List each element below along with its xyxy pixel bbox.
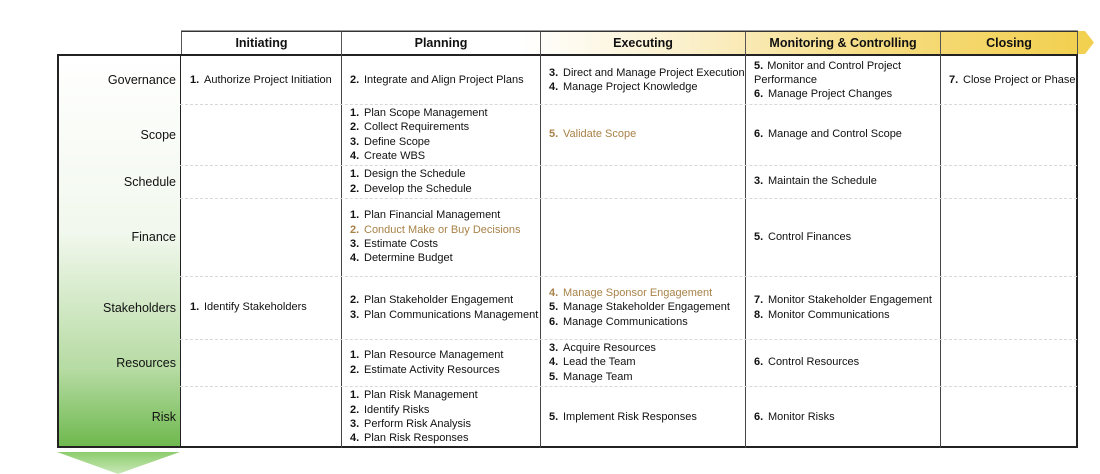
process-number: 4. bbox=[549, 81, 559, 93]
process-item bbox=[350, 251, 538, 265]
process-name: Manage and Control Scope bbox=[768, 128, 902, 141]
area-label-risk: Risk bbox=[151, 410, 176, 424]
process-name: Acquire Resources bbox=[563, 342, 656, 355]
process-name: Identify Risks bbox=[364, 403, 430, 416]
process-item bbox=[350, 348, 538, 362]
process-number: 3. bbox=[350, 238, 360, 250]
process-number: 5. bbox=[549, 128, 559, 141]
process-number: 3. bbox=[549, 66, 559, 79]
phase-header-executing: Executing bbox=[540, 31, 745, 54]
cell-governance-initiating bbox=[190, 56, 338, 104]
process-item bbox=[754, 59, 938, 88]
process-number: 4. bbox=[350, 149, 360, 162]
process-item bbox=[350, 403, 538, 417]
process-item bbox=[754, 293, 938, 307]
process-number: 4. bbox=[350, 432, 360, 445]
area-label-schedule: Schedule bbox=[123, 174, 176, 189]
col-divider bbox=[180, 54, 181, 448]
process-name: Design the Schedule bbox=[364, 168, 466, 181]
process-name: Plan Stakeholder Engagement bbox=[364, 294, 514, 307]
process-number: 1. bbox=[350, 349, 360, 362]
process-item bbox=[549, 315, 744, 329]
process-number: 6. bbox=[549, 315, 559, 328]
process-number: 1. bbox=[350, 389, 360, 402]
process-number: 4. bbox=[549, 287, 559, 300]
process-number: 2. bbox=[350, 223, 360, 236]
process-number: 5. bbox=[549, 370, 559, 383]
process-number: 3. bbox=[350, 308, 360, 321]
process-number: 2. bbox=[350, 363, 360, 376]
process-name: Monitor and Control Project Performance bbox=[754, 59, 902, 86]
process-number: 5. bbox=[549, 410, 559, 423]
process-name: Lead the Team bbox=[563, 356, 636, 369]
process-item bbox=[350, 182, 538, 196]
cell-scope-executing bbox=[549, 104, 744, 165]
process-item bbox=[350, 106, 538, 120]
cell-finance-planning bbox=[350, 198, 538, 276]
cell-resources-planning bbox=[350, 339, 538, 386]
phase-header-monitoring-controlling: Monitoring & Controlling bbox=[745, 31, 940, 54]
cell-finance-monitoring bbox=[754, 198, 938, 276]
process-name: Plan Risk Management bbox=[364, 389, 478, 402]
process-number: 1. bbox=[350, 209, 360, 222]
process-name: Manage Sponsor Engagement bbox=[563, 287, 713, 300]
process-number: 3. bbox=[350, 418, 360, 430]
process-item bbox=[350, 308, 538, 322]
process-name: Identify Stakeholders bbox=[204, 301, 307, 314]
col-divider bbox=[745, 54, 746, 448]
process-name: Validate Scope bbox=[563, 128, 637, 141]
process-number: 6. bbox=[754, 356, 764, 369]
process-name: Authorize Project Initiation bbox=[204, 73, 332, 86]
process-name: Direct and Manage Project Execution bbox=[563, 66, 745, 79]
process-item bbox=[549, 355, 744, 369]
process-name: Plan Resource Management bbox=[364, 349, 504, 362]
cell-stakeholders-executing bbox=[549, 276, 744, 339]
process-name: Monitor Stakeholder Engagement bbox=[768, 294, 932, 307]
process-name: Create WBS bbox=[364, 149, 426, 162]
process-item bbox=[549, 410, 744, 424]
process-item bbox=[350, 208, 538, 222]
process-number: 2. bbox=[350, 182, 360, 195]
process-number: 6. bbox=[754, 88, 764, 101]
cell-stakeholders-planning bbox=[350, 276, 538, 339]
process-number: 6. bbox=[754, 410, 764, 423]
process-item bbox=[549, 300, 744, 314]
process-item bbox=[949, 73, 1075, 87]
process-name: Define Scope bbox=[364, 135, 431, 148]
process-name: Estimate Activity Resources bbox=[364, 363, 500, 376]
process-number: 2. bbox=[350, 121, 360, 134]
process-number: 8. bbox=[754, 308, 764, 321]
process-item bbox=[549, 370, 744, 384]
process-item bbox=[350, 120, 538, 134]
process-name: Monitor Risks bbox=[768, 410, 835, 423]
process-name: Determine Budget bbox=[364, 252, 453, 265]
process-name: Plan Risk Responses bbox=[364, 432, 469, 445]
process-item bbox=[754, 355, 938, 369]
process-number: 7. bbox=[754, 294, 764, 307]
process-name: Conduct Make or Buy Decisions bbox=[364, 223, 521, 236]
phase-header-initiating: Initiating bbox=[181, 31, 341, 54]
process-number: 1. bbox=[190, 301, 200, 314]
cell-governance-executing bbox=[549, 56, 744, 104]
cell-schedule-planning bbox=[350, 165, 538, 198]
process-name: Integrate and Align Project Plans bbox=[364, 73, 524, 86]
process-number: 3. bbox=[754, 175, 764, 188]
process-name: Manage Project Knowledge bbox=[563, 81, 698, 93]
cell-schedule-monitoring bbox=[754, 165, 938, 198]
col-divider bbox=[341, 54, 342, 448]
process-number: 5. bbox=[549, 301, 559, 314]
process-name: Control Finances bbox=[768, 230, 852, 243]
process-name: Plan Financial Management bbox=[364, 209, 501, 222]
process-item bbox=[350, 388, 538, 402]
process-item bbox=[754, 230, 938, 244]
process-item bbox=[754, 127, 938, 141]
process-name: Manage Communications bbox=[563, 315, 688, 328]
process-name: Collect Requirements bbox=[364, 121, 470, 134]
process-number: 3. bbox=[549, 342, 559, 355]
process-number: 3. bbox=[350, 135, 360, 148]
cell-stakeholders-initiating bbox=[190, 276, 338, 339]
process-item bbox=[350, 167, 538, 181]
cell-governance-planning bbox=[350, 56, 538, 104]
col-divider bbox=[540, 54, 541, 448]
process-item bbox=[350, 417, 538, 431]
process-name: Plan Communications Management bbox=[364, 308, 539, 321]
process-name: Close Project or Phase bbox=[963, 73, 1076, 86]
process-number: 2. bbox=[350, 73, 360, 86]
area-label-finance: Finance bbox=[131, 230, 176, 244]
process-name: Manage Stakeholder Engagement bbox=[563, 301, 730, 314]
area-label-resources: Resources bbox=[116, 355, 176, 370]
process-item bbox=[350, 223, 538, 237]
process-item bbox=[350, 73, 538, 87]
process-name: Monitor Communications bbox=[768, 308, 890, 321]
process-item bbox=[350, 149, 538, 163]
process-item bbox=[190, 300, 338, 314]
process-item bbox=[350, 237, 538, 251]
area-label-governance: Governance bbox=[107, 73, 176, 87]
phase-header-closing: Closing bbox=[940, 31, 1078, 54]
process-item bbox=[350, 135, 538, 149]
process-number: 4. bbox=[549, 356, 559, 369]
process-name: Estimate Costs bbox=[364, 238, 438, 250]
process-item bbox=[350, 363, 538, 377]
col-divider bbox=[940, 54, 941, 448]
process-name: Perform Risk Analysis bbox=[364, 418, 471, 430]
cell-governance-monitoring bbox=[754, 56, 938, 104]
cell-scope-monitoring bbox=[754, 104, 938, 165]
process-name: Maintain the Schedule bbox=[768, 175, 877, 188]
cell-risk-monitoring bbox=[754, 386, 938, 448]
process-item bbox=[754, 410, 938, 424]
process-item bbox=[350, 293, 538, 307]
area-label-scope: Scope bbox=[140, 127, 176, 142]
process-item bbox=[754, 308, 938, 322]
process-number: 2. bbox=[350, 294, 360, 307]
process-name: Manage Team bbox=[563, 370, 633, 383]
process-number: 7. bbox=[949, 73, 959, 86]
process-name: Plan Scope Management bbox=[364, 106, 488, 119]
process-number: 1. bbox=[350, 168, 360, 181]
cell-resources-monitoring bbox=[754, 339, 938, 386]
cell-scope-planning bbox=[350, 104, 538, 165]
process-item bbox=[190, 73, 338, 87]
process-item bbox=[549, 286, 744, 300]
process-item bbox=[549, 341, 744, 355]
process-number: 4. bbox=[350, 252, 360, 265]
process-item bbox=[754, 174, 938, 188]
process-item bbox=[754, 87, 938, 101]
cell-stakeholders-monitoring bbox=[754, 276, 938, 339]
process-number: 5. bbox=[754, 59, 764, 72]
process-number: 1. bbox=[190, 73, 200, 86]
process-name: Manage Project Changes bbox=[768, 88, 893, 101]
cell-resources-executing bbox=[549, 339, 744, 386]
cell-risk-planning bbox=[350, 386, 538, 448]
process-item bbox=[549, 127, 744, 141]
process-number: 1. bbox=[350, 106, 360, 119]
process-number: 5. bbox=[754, 230, 764, 243]
cell-governance-closing bbox=[949, 56, 1075, 104]
process-item bbox=[549, 66, 744, 80]
process-number: 2. bbox=[350, 403, 360, 416]
cell-risk-executing bbox=[549, 386, 744, 448]
phase-header-planning: Planning bbox=[341, 31, 540, 54]
process-name: Control Resources bbox=[768, 356, 860, 369]
process-number: 6. bbox=[754, 128, 764, 141]
row-divider bbox=[180, 165, 1077, 166]
area-label-stakeholders: Stakeholders bbox=[103, 300, 176, 315]
row-divider bbox=[180, 198, 1077, 199]
process-item bbox=[549, 80, 744, 94]
process-name: Implement Risk Responses bbox=[563, 410, 697, 423]
process-item bbox=[350, 431, 538, 445]
process-name: Develop the Schedule bbox=[364, 182, 472, 195]
